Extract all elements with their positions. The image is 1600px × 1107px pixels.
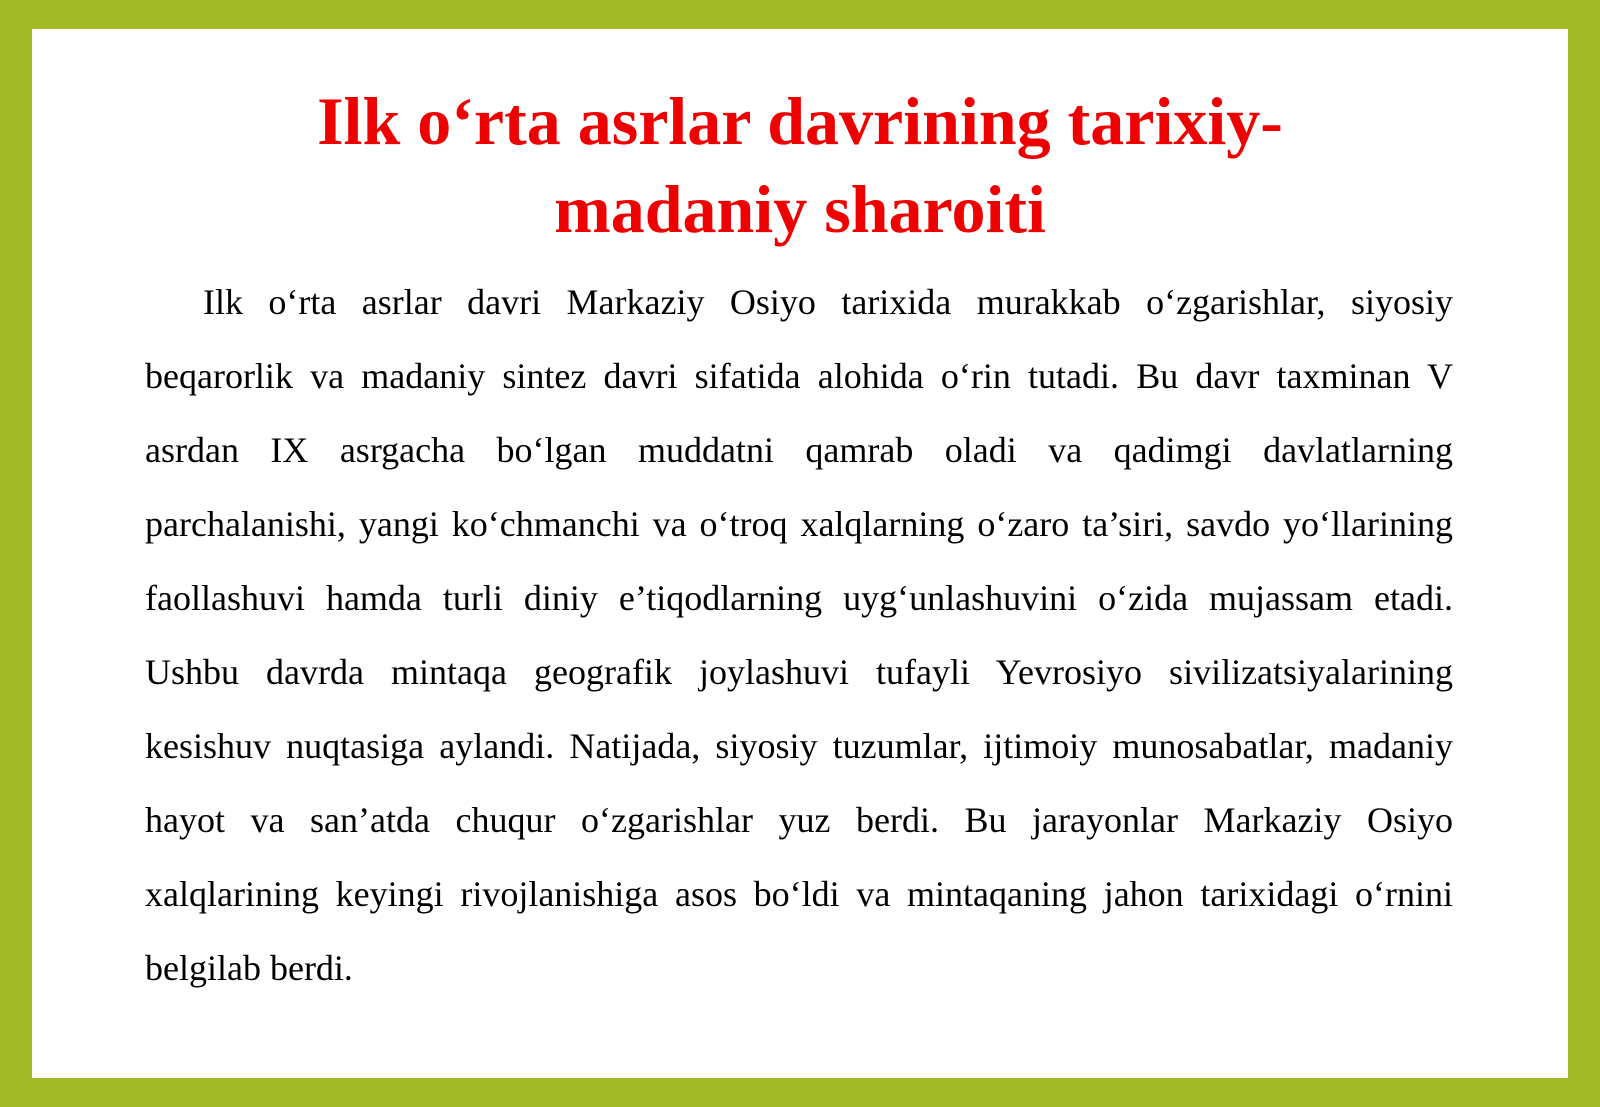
slide-title-line-2: madaniy sharoiti (554, 171, 1046, 247)
slide-title (32, 77, 1568, 253)
slide-title-line-1: Ilk o‘rta asrlar davrining tarixiy- (317, 83, 1283, 159)
slide-body-paragraph: Ilk o‘rta asrlar davri Markaziy Osiyo tarixida murakkab o‘zgarishlar, siyosiy beqarorlik va madaniy sintez davri sifatida alohida o‘rin tutadi. Bu davr taxminan V asrdan IX asrgacha bo‘lgan muddatni qamrab oladi va qadimgi davlatlarning parchalanishi, yangi ko‘chmanchi va o‘troq xalqlarning o‘zaro ta’siri, savdo yo‘llarining faollashuvi hamda turli diniy e’tiqodlarning uyg‘unlashuvini o‘zida mujassam etadi. Ushbu davrda mintaqa geografik joylashuvi tufayli Yevrosiyo sivilizatsiyalarining kesishuv nuqtasiga aylandi. Natijada, siyosiy tuzumlar, ijtimoiy munosabatlar, madaniy hayot va san’atda chuqur o‘zgarishlar yuz berdi. Bu jarayonlar Markaziy Osiyo xalqlarining keyingi rivojlanishiga asos bo‘ldi va mintaqaning jahon tarixidagi o‘rnini belgilab berdi. (145, 282, 1453, 988)
slide (32, 29, 1568, 1078)
